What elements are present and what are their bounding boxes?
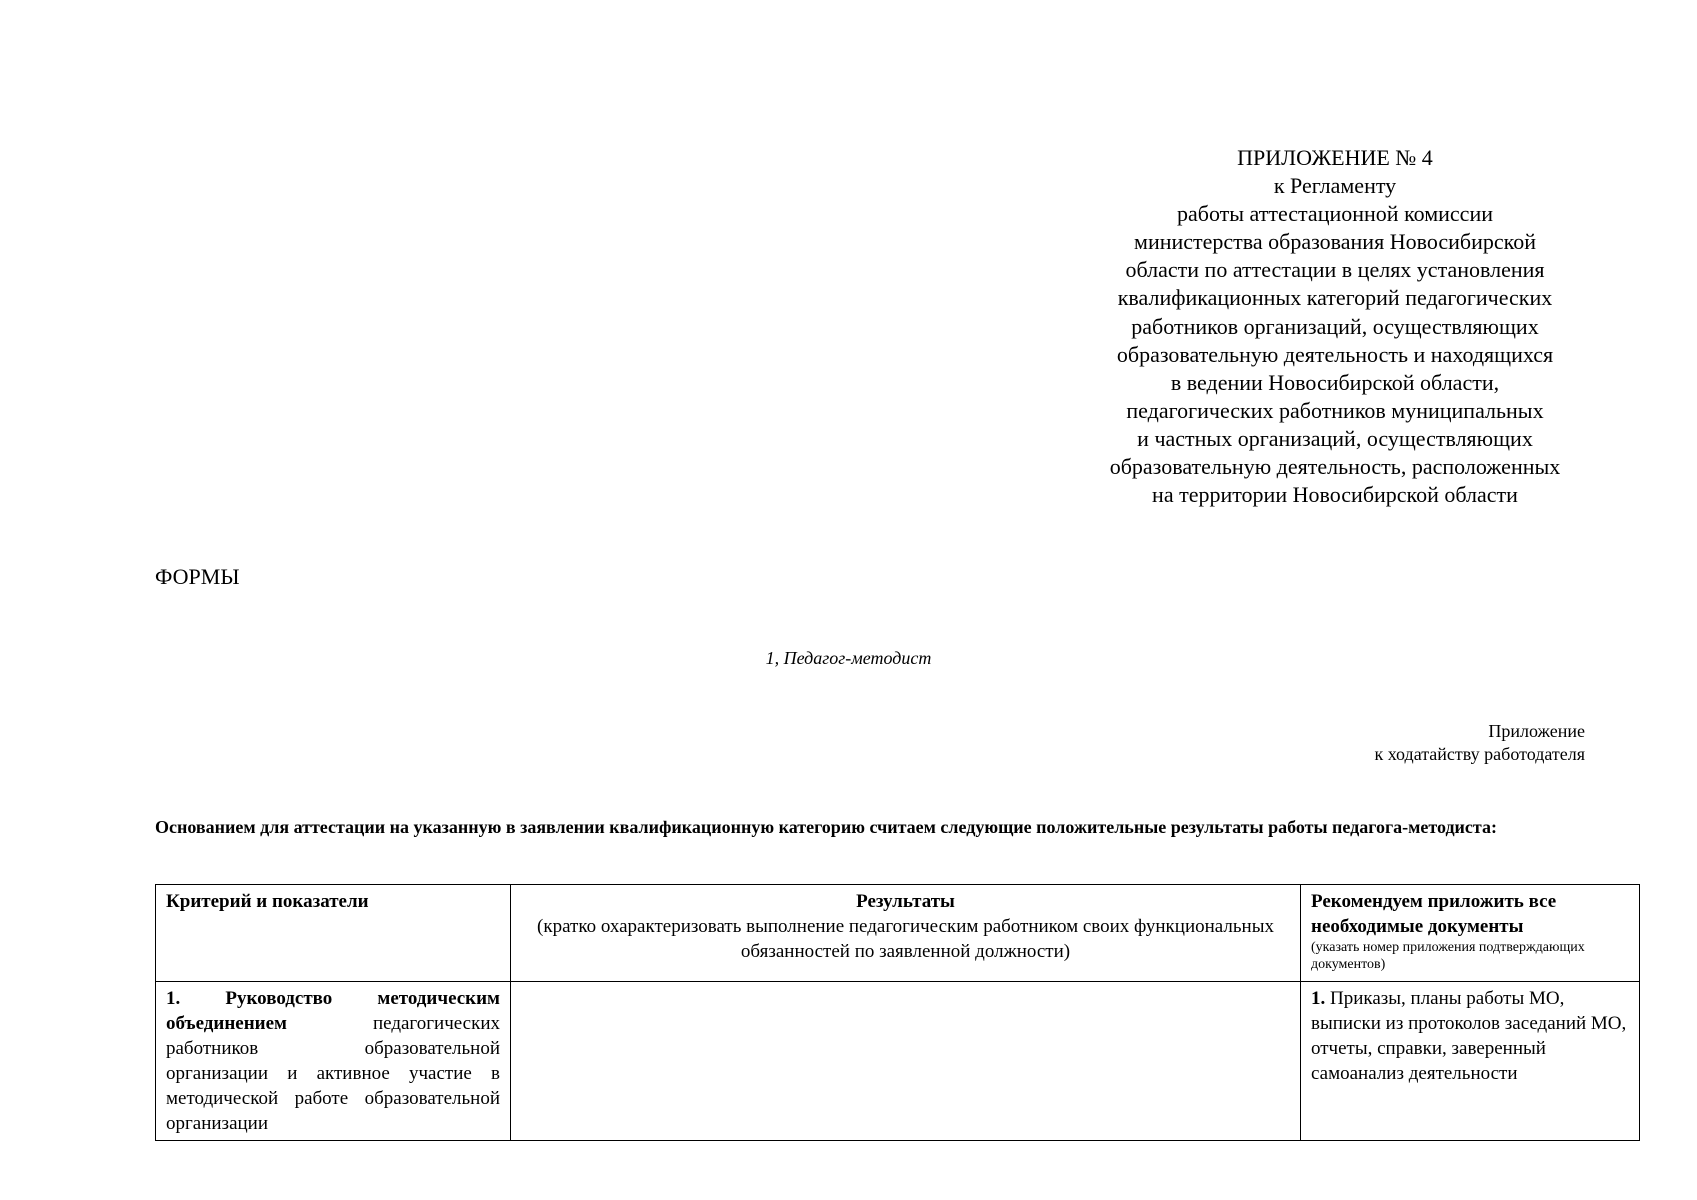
appendix-line: педагогических работников муниципальных <box>1126 397 1544 423</box>
criterion-title: Руководство методическим объединением <box>166 988 501 1034</box>
documents-number: 1. <box>1311 988 1326 1009</box>
appendix-line: области по аттестации в целях установления <box>1125 257 1545 283</box>
appendix-title: ПРИЛОЖЕНИЕ № 4 <box>1237 145 1433 170</box>
appendix-line: работы аттестационной комиссии <box>1176 201 1493 227</box>
result-cell[interactable] <box>511 982 1301 1141</box>
header-documents <box>1301 885 1640 982</box>
appendix-heading-block <box>1085 144 1585 509</box>
appendix-line: образовательную деятельность и находящихся <box>1116 341 1554 367</box>
criteria-table <box>155 884 1640 1141</box>
petition-note-line: Приложение <box>1488 721 1585 741</box>
appendix-line: в ведении Новосибирской области, <box>1170 369 1500 395</box>
header-documents-hint: (указать номер приложения подтверждающих документов) <box>1311 940 1585 972</box>
criterion-cell <box>156 982 511 1141</box>
documents-cell <box>1301 982 1640 1141</box>
header-criteria: Критерий и показатели <box>156 885 511 982</box>
table-header-row <box>156 885 1640 982</box>
header-results-hint: (кратко охарактеризовать выполнение педагогическим работником своих функциональных обязанностей по заявленной должности) <box>537 916 1274 962</box>
appendix-line: и частных организаций, осуществляющих <box>1137 425 1533 451</box>
appendix-line: образовательную деятельность, расположенных <box>1109 454 1561 480</box>
documents-text: Приказы, планы работы МО, выписки из протоколов заседаний МО, отчеты, справки, заверенный самоанализ деятельности <box>1311 988 1627 1084</box>
petition-note <box>1375 720 1586 766</box>
table-row <box>156 982 1640 1141</box>
appendix-line: министерства образования Новосибирской <box>1134 229 1536 255</box>
appendix-line: к Регламенту <box>1273 173 1397 199</box>
basis-statement: Основанием для аттестации на указанную в заявлении квалификационную категорию считаем следующие положительные результаты работы педагога-методиста: <box>155 817 1497 837</box>
petition-note-line: к ходатайству работодателя <box>1374 744 1585 764</box>
header-results-title: Результаты <box>856 891 955 912</box>
criterion-description: педагогических работников образовательной организации и активное участие в методической работе образовательной организации <box>166 1013 500 1134</box>
appendix-line: на территории Новосибирской области <box>1152 482 1518 508</box>
header-results <box>511 885 1301 982</box>
appendix-line: работников организаций, осуществляющих <box>1131 313 1539 339</box>
appendix-line: квалификационных категорий педагогических <box>1117 285 1553 311</box>
position-title: 1, Педагог-методист <box>765 648 932 668</box>
forms-heading: ФОРМЫ <box>155 564 240 589</box>
criterion-number: 1. <box>166 988 181 1009</box>
header-documents-title: Рекомендуем приложить все необходимые документы <box>1311 891 1557 937</box>
